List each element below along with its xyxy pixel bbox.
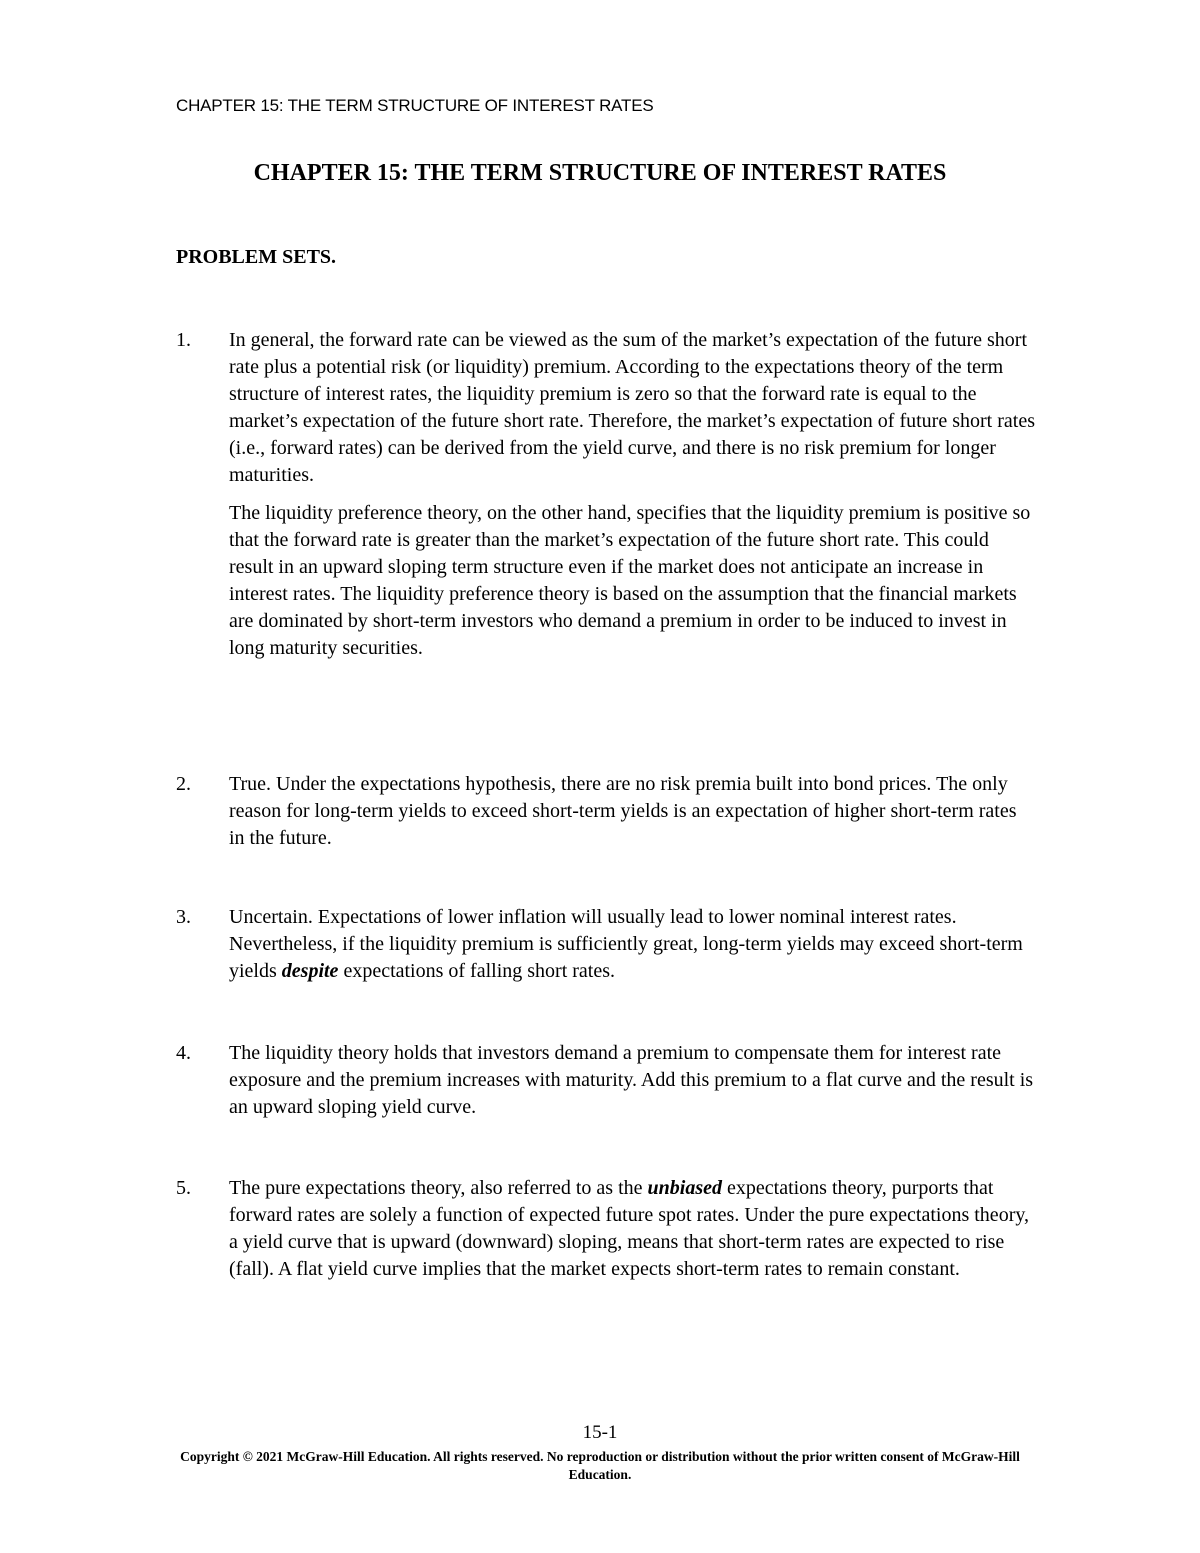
item-body: [229, 1175, 1036, 1283]
emphasis-text: unbiased: [647, 1177, 722, 1199]
item-paragraph: [229, 904, 1036, 985]
problem-item-2: [176, 771, 1036, 852]
page-number: 15-1: [582, 1422, 618, 1443]
text-segment: The pure expectations theory, also referred to as the: [229, 1177, 648, 1199]
item-paragraph: The liquidity theory holds that investors demand a premium to compensate them for interest rate exposure and the premium increases with maturity. Add this premium to a flat curve and the result is an upward sloping yield curve.: [229, 1042, 1034, 1118]
item-body: [229, 904, 1036, 985]
item-paragraph: In general, the forward rate can be viewed as the sum of the market’s expectation of the future short rate plus a potential risk (or liquidity) premium. According to the expectations theory of the term structure of interest rates, the liquidity premium is zero so that the forward rate is equal to the market’s expectation of the future short rate. Therefore, the market’s expectation of future short rates (i.e., forward rates) can be derived from the yield curve, and there is no risk premium for longer maturities.: [229, 329, 1035, 486]
item-number: 4.: [176, 1042, 191, 1064]
item-number: 1.: [176, 329, 191, 351]
item-paragraph: The liquidity preference theory, on the other hand, specifies that the liquidity premium is positive so that the forward rate is greater than the market’s expectation of the future short rate. This could result in an upward sloping term structure even if the market does not anticipate an increase in interest rates. The liquidity preference theory is based on the assumption that the financial markets are dominated by short-term investors who demand a premium in order to be induced to invest in long maturity securities.: [229, 502, 1031, 659]
text-segment: expectations theory, purports that forward rates are solely a function of expected future spot rates. Under the pure expectations theory, a yield curve that is upward (downward) sloping, means that short-term rates are expected to rise (fall). A flat yield curve implies that the market expects short-term rates to remain constant.: [229, 1177, 1030, 1280]
emphasis-text: despite: [281, 960, 339, 982]
problem-item-5: [176, 1175, 1036, 1283]
copyright-notice: Copyright © 2021 McGraw-Hill Education. All rights reserved. No reproduction or distribution without the prior written consent of McGraw-Hill Education.: [180, 1449, 1020, 1482]
item-body: [229, 771, 1036, 852]
item-number: 5.: [176, 1177, 191, 1199]
problem-item-1: [176, 327, 1036, 662]
item-paragraph: [229, 1175, 1036, 1283]
section-heading: PROBLEM SETS.: [176, 246, 337, 268]
chapter-title: CHAPTER 15: THE TERM STRUCTURE OF INTEREST RATES: [253, 160, 947, 186]
item-number: 3.: [176, 906, 191, 928]
item-body: [229, 327, 1036, 662]
text-segment: Uncertain. Expectations of lower inflation will usually lead to lower nominal interest rates. Nevertheless, if the liquidity premium is sufficiently great, long-term yields may exceed short-term yields: [229, 906, 1023, 982]
text-segment: expectations of falling short rates.: [338, 960, 616, 982]
problem-item-3: [176, 904, 1036, 985]
item-number: 2.: [176, 773, 191, 795]
item-body: [229, 1040, 1036, 1121]
item-paragraph: True. Under the expectations hypothesis, there are no risk premia built into bond prices. The only reason for long-term yields to exceed short-term yields is an expectation of higher short-term rates in the future.: [229, 773, 1017, 849]
problem-item-4: [176, 1040, 1036, 1121]
running-header: CHAPTER 15: THE TERM STRUCTURE OF INTEREST RATES: [176, 96, 654, 115]
